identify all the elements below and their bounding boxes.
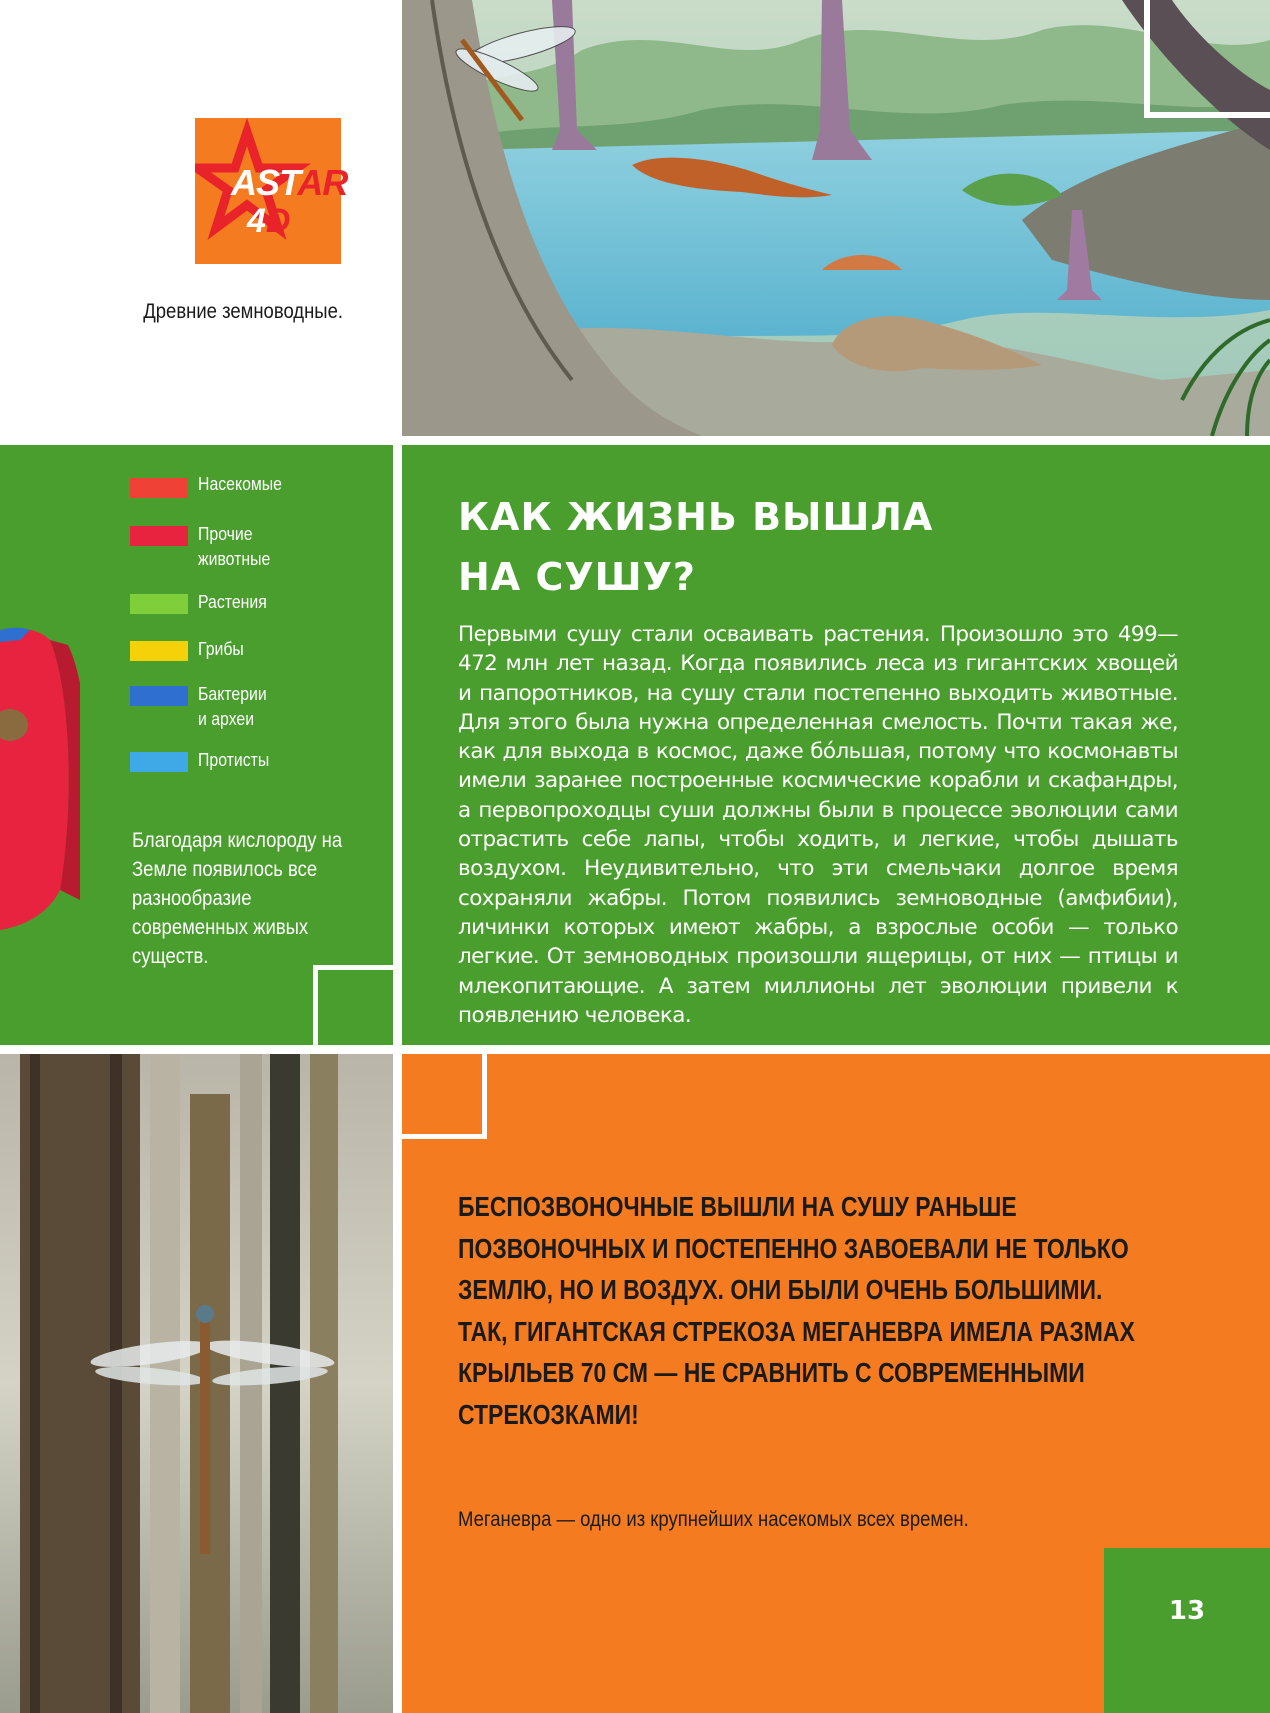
legend-swatch [130, 752, 188, 772]
legend-swatch [130, 641, 188, 661]
legend-label: Насекомые [198, 474, 282, 494]
legend-swatch [130, 686, 188, 706]
article-title: КАК ЖИЗНЬ ВЫШЛА НА СУШУ? [458, 495, 934, 599]
decorative-frame [402, 1054, 487, 1139]
page-number: 13 [1168, 1596, 1206, 1626]
legend-label: Грибы [198, 639, 244, 659]
page-number-box [1104, 1548, 1270, 1713]
legend-label: Растения [198, 592, 267, 612]
legend-swatch [130, 526, 188, 546]
publisher-logo [195, 118, 348, 264]
oxygen-note: Благодаря кислороду на Земле появилось все разнообразие современных живых существ. [132, 829, 343, 968]
legend-label: Прочие животные [198, 524, 271, 569]
meganeura-caption: Меганевра — одно из крупнейших насекомых всех времен. [458, 1508, 969, 1531]
meganeura-forest-illustration [0, 1054, 393, 1713]
illustration-caption: Древние земноводные. [143, 300, 343, 323]
legend-swatch [130, 478, 188, 498]
ancient-amphibians-illustration [402, 0, 1270, 436]
legend-label: Бактерии и археи [198, 684, 267, 729]
legend-swatch [130, 594, 188, 614]
life-kingdoms-pie-fragment [0, 600, 80, 940]
decorative-frame [313, 965, 398, 1050]
article-body: Первыми сушу стали осваивать растения. Произошло это 499—472 млн лет назад. Когда появились леса из гигантских хвощей и папоротников, на сушу стали постепенно выходить животные. Для этого была нужна определенная смелость. Почти такая же, как для выхода в космос, даже бóльшая, потому что космонавты имели заранее построенные космические корабли и скафандры, а первопроходцы суши должны были в процессе эволюции сами отрастить себе лапы, чтобы ходить, и легкие, чтобы дышать воздухом. Неудивительно, что эти смельчаки долгое время сохраняли жабры. Потом появились земноводные (амфибии), личинки которых имеют жабры, а взрослые особи — только легкие. От земноводных произошли ящерицы, от них — птицы и млекопитающие. А затем миллионы лет эволюции привели к появлению человека. [458, 622, 1178, 1028]
legend-label: Протисты [198, 750, 270, 770]
logo-wordmark-line2: 4D [247, 202, 291, 240]
logo-wordmark-line1: ASTAR [231, 162, 348, 203]
invertebrates-fact: БЕСПОЗВОНОЧНЫЕ ВЫШЛИ НА СУШУ РАНЬШЕ ПОЗВОНОЧНЫХ И ПОСТЕПЕННО ЗАВОЕВАЛИ НЕ ТОЛЬКО ЗЕМЛЮ, НО И ВОЗДУХ. ОНИ БЫЛИ ОЧЕНЬ БОЛЬШИМИ. ТАК, ГИГАНТСКАЯ СТРЕКОЗА МЕГАНЕВРА ИМЕЛА РАЗМАХ КРЫЛЬЕВ 70 СМ — НЕ СРАВНИТЬ С СОВРЕМЕННЫМИ СТРЕКОЗКАМИ! [458, 1191, 1135, 1430]
